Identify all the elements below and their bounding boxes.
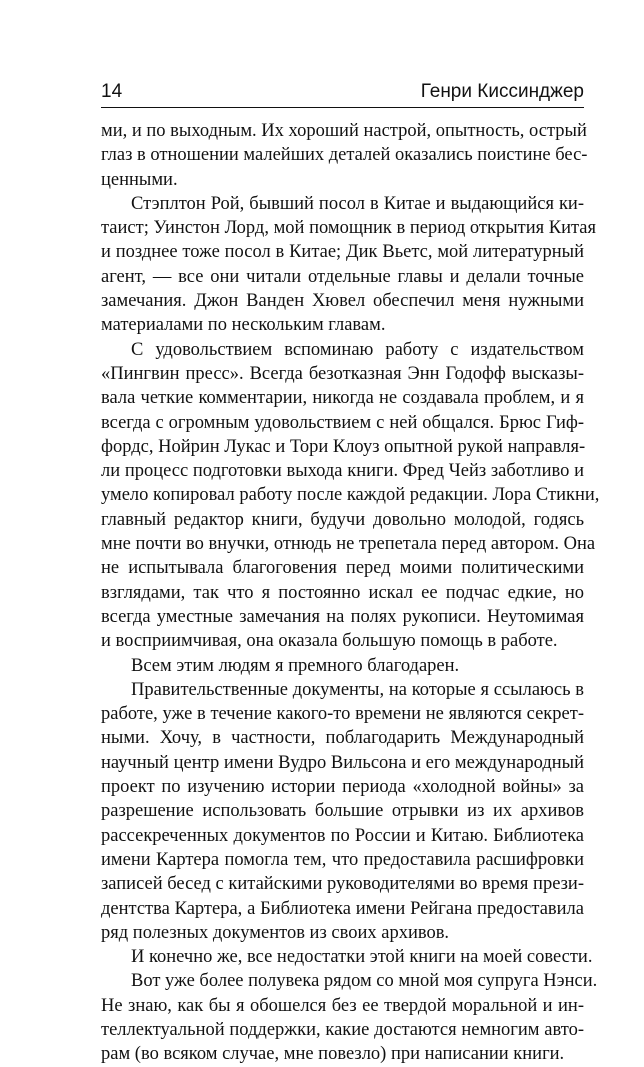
paragraph: [101, 945, 593, 969]
text-line: научный центр имени Вудро Вильсона и его международный: [101, 752, 584, 773]
text-line: не испытывала благоговения перед моими политическими: [101, 558, 584, 579]
text-line: взглядами, так что я постоянно искал ее подчас едкие, но: [101, 582, 584, 603]
text-line: и позднее тоже посол в Китае; Дик Вьетс, мой литературный: [101, 242, 584, 263]
text-line: теллектуальной поддержки, какие достаются немногим авто-: [101, 1019, 584, 1040]
paragraph: [101, 192, 597, 338]
text-line: всегда уместные замечания на полях рукописи. Неутомимая: [101, 606, 584, 627]
text-line: материалами по нескольким главам.: [101, 315, 386, 336]
paragraph: [101, 654, 584, 678]
text-line: ли процесс подготовки выхода книги. Фред Чейз заботливо и: [101, 461, 584, 482]
header-rule: [101, 107, 584, 108]
text-line: вала четкие комментарии, никогда не создавала проблем, и я: [101, 388, 584, 409]
text-line: Вот уже более полувека рядом со мной моя супруга Нэнси.: [131, 971, 598, 992]
text-line: мне почти во внучки, отнюдь не трепетала перед автором. Она: [101, 534, 596, 555]
text-line: рам (во всяком случае, мне повезло) при написании книги.: [101, 1044, 565, 1065]
paragraph: [101, 969, 598, 1066]
paragraph: [101, 338, 600, 654]
text-line: Всем этим людям я премного благодарен.: [131, 655, 460, 676]
running-head: [101, 80, 584, 104]
text-line: Не знаю, как бы я обошелся без ее твердой моральной и ин-: [101, 995, 584, 1016]
text-line: имени Картера помогла тем, что предоставила расшифровки: [101, 849, 584, 870]
text-line: главный редактор книги, будучи довольно молодой, годясь: [101, 509, 584, 530]
text-line: И конечно же, все недостатки этой книги на моей совести.: [131, 947, 593, 968]
text-line: таист; Уинстон Лорд, мой помощник в период открытия Китая: [101, 218, 597, 239]
text-line: агент, — все они читали отдельные главы и делали точные: [101, 266, 584, 287]
text-line: фордс, Нойрин Лукас и Тори Клоуз опытной рукой направля-: [101, 436, 586, 457]
text-line: рассекреченных документов по России и Китаю. Библиотека: [101, 825, 584, 846]
text-line: ными. Хочу, в частности, поблагодарить Международный: [101, 728, 584, 749]
text-line: разрешение использовать большие отрывки из их архивов: [101, 801, 584, 822]
text-line: всегда с огромным удовольствием с ней общался. Брюс Гиф-: [101, 412, 584, 433]
paragraph: [101, 678, 584, 945]
paragraph: [101, 119, 588, 192]
text-line: и восприимчивая, она оказала большую помощь в работе.: [101, 631, 558, 652]
text-line: замечания. Джон Ванден Хювел обеспечил меня нужными: [101, 291, 584, 312]
text-line: «Пингвин пресс». Всегда безотказная Энн Годофф высказы-: [101, 363, 584, 384]
text-line: Правительственные документы, на которые я ссылаюсь в: [131, 679, 584, 700]
text-line: глаз в отношении малейших деталей оказались поистине бес-: [101, 145, 588, 166]
text-line: дентства Картера, а Библиотека имени Рейгана предоставила: [101, 898, 584, 919]
text-line: работе, уже в течение какого-то времени не являются секрет-: [101, 704, 584, 725]
body-text: [101, 119, 600, 1067]
text-line: С удовольствием вспоминаю работу с издательством: [131, 339, 584, 360]
text-line: ми, и по выходным. Их хороший настрой, опытность, острый: [101, 121, 587, 141]
page-number: 14: [101, 81, 123, 102]
text-line: записей бесед с китайскими руководителями во время прези-: [101, 874, 584, 895]
text-line: ряд полезных документов из своих архивов.: [101, 922, 450, 943]
text-line: ценными.: [101, 169, 178, 190]
running-head-author: Генри Киссинджер: [420, 81, 584, 102]
text-line: Стэплтон Рой, бывший посол в Китае и выдающийся ки-: [131, 193, 584, 214]
text-line: умело копировал работу после каждой редакции. Лора Стикни,: [101, 485, 600, 506]
text-line: проект по изучению истории периода «холодной войны» за: [101, 777, 584, 798]
